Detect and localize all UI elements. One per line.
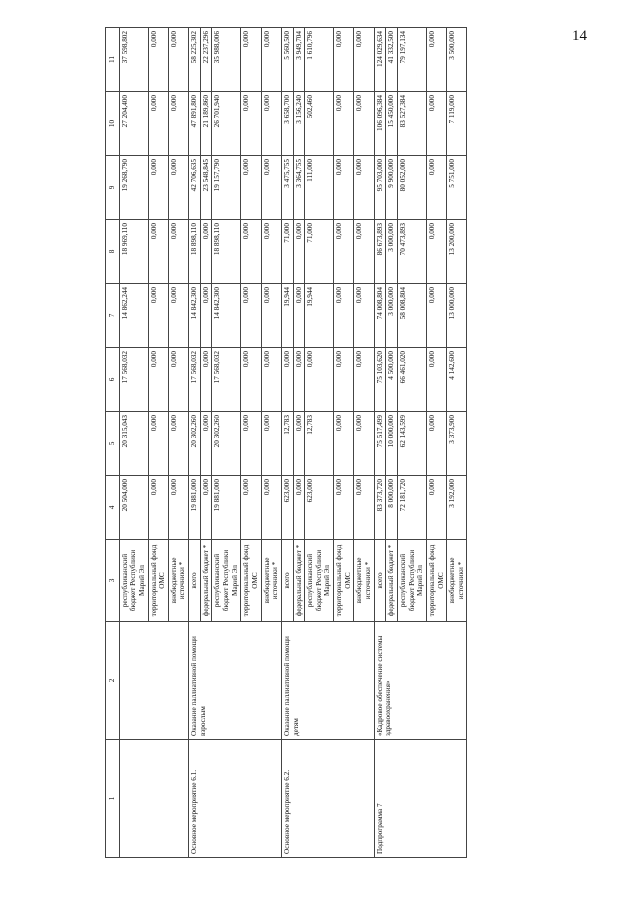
amount-cell: 0,000 — [426, 284, 446, 348]
amount-cell: 0,000 — [354, 156, 374, 220]
amount-cell: 18 898,110 — [189, 220, 201, 284]
amount-cell: 0,000 — [148, 156, 168, 220]
amount-cell: 4 500,000 — [386, 348, 398, 412]
amount-cell: 22 237,296 — [200, 28, 212, 92]
amount-cell: 14 842,300 — [189, 284, 201, 348]
amount-cell: 19 157,790 — [212, 156, 241, 220]
program-title: Оказание паллиативной помощи детям — [281, 622, 374, 740]
amount-cell: 10 000,000 — [386, 412, 398, 476]
amount-cell: 23 548,845 — [200, 156, 212, 220]
amount-cell: 1 610,796 — [305, 28, 334, 92]
amount-cell: 0,000 — [334, 92, 354, 156]
amount-cell: 20 315,043 — [119, 412, 148, 476]
table-row — [281, 28, 293, 858]
amount-cell: 18 969,110 — [119, 220, 148, 284]
amount-cell: 0,000 — [293, 348, 305, 412]
column-number-header: 1 — [106, 740, 120, 858]
amount-cell: 75 517,499 — [374, 412, 386, 476]
amount-cell: 0,000 — [426, 220, 446, 284]
amount-cell: 0,000 — [241, 412, 261, 476]
amount-cell: 0,000 — [354, 476, 374, 540]
amount-cell: 47 891,800 — [189, 92, 201, 156]
funding-source: республиканский бюджет Республики Марий Эл — [119, 540, 148, 622]
amount-cell: 19 881,000 — [212, 476, 241, 540]
amount-cell: 21 189,860 — [200, 92, 212, 156]
amount-cell: 20 302,260 — [189, 412, 201, 476]
amount-cell: 7 119,000 — [447, 92, 467, 156]
funding-source: внебюджетные источники * — [447, 540, 467, 622]
amount-cell: 0,000 — [354, 348, 374, 412]
amount-cell: 0,000 — [200, 220, 212, 284]
table-row — [119, 28, 148, 858]
amount-cell: 3 364,755 — [293, 156, 305, 220]
amount-cell: 0,000 — [354, 92, 374, 156]
funding-source: территориальный фонд ОМС — [334, 540, 354, 622]
amount-cell: 111,000 — [305, 156, 334, 220]
amount-cell: 0,000 — [334, 412, 354, 476]
amount-cell: 14 842,300 — [212, 284, 241, 348]
amount-cell: 66 461,020 — [397, 348, 426, 412]
amount-cell: 3 192,000 — [447, 476, 467, 540]
funding-source: всего — [374, 540, 386, 622]
rotated-table-container — [105, 28, 575, 858]
amount-cell: 0,000 — [334, 156, 354, 220]
funding-source: внебюджетные источники * — [168, 540, 188, 622]
funding-source: территориальный фонд ОМС — [426, 540, 446, 622]
amount-cell: 8 000,000 — [386, 476, 398, 540]
amount-cell: 26 701,940 — [212, 92, 241, 156]
amount-cell: 623,000 — [281, 476, 293, 540]
amount-cell: 0,000 — [261, 156, 281, 220]
amount-cell: 0,000 — [168, 156, 188, 220]
amount-cell: 0,000 — [281, 348, 293, 412]
funding-source: республиканский бюджет Республики Марий Эл — [212, 540, 241, 622]
amount-cell: 3 500,000 — [447, 28, 467, 92]
amount-cell: 0,000 — [305, 348, 334, 412]
amount-cell: 83 527,384 — [397, 92, 426, 156]
amount-cell: 3 000,000 — [386, 220, 398, 284]
amount-cell: 83 373,720 — [374, 476, 386, 540]
column-number-header: 8 — [106, 220, 120, 284]
amount-cell: 0,000 — [426, 476, 446, 540]
funding-source: федеральный бюджет * — [293, 540, 305, 622]
funding-source: федеральный бюджет * — [200, 540, 212, 622]
program-title — [119, 622, 188, 740]
amount-cell: 0,000 — [261, 348, 281, 412]
amount-cell: 35 988,006 — [212, 28, 241, 92]
amount-cell: 0,000 — [168, 28, 188, 92]
amount-cell: 41 332,500 — [386, 28, 398, 92]
amount-cell: 20 302,260 — [212, 412, 241, 476]
amount-cell: 0,000 — [148, 348, 168, 412]
amount-cell: 9 900,000 — [386, 156, 398, 220]
amount-cell: 3 000,000 — [386, 284, 398, 348]
amount-cell: 17 568,032 — [119, 348, 148, 412]
amount-cell: 0,000 — [426, 28, 446, 92]
column-number-header: 10 — [106, 92, 120, 156]
amount-cell: 0,000 — [168, 92, 188, 156]
amount-cell: 75 103,620 — [374, 348, 386, 412]
table-body — [119, 28, 467, 858]
amount-cell: 0,000 — [241, 284, 261, 348]
amount-cell: 0,000 — [426, 348, 446, 412]
funding-source: всего — [281, 540, 293, 622]
funding-source: всего — [189, 540, 201, 622]
amount-cell: 14 862,244 — [119, 284, 148, 348]
funding-source: внебюджетные источники * — [261, 540, 281, 622]
amount-cell: 0,000 — [261, 28, 281, 92]
amount-cell: 71,000 — [281, 220, 293, 284]
amount-cell: 0,000 — [334, 220, 354, 284]
amount-cell: 623,000 — [305, 476, 334, 540]
amount-cell: 0,000 — [168, 220, 188, 284]
amount-cell: 3 949,704 — [293, 28, 305, 92]
amount-cell: 70 473,893 — [397, 220, 426, 284]
amount-cell: 12,783 — [305, 412, 334, 476]
amount-cell: 0,000 — [148, 92, 168, 156]
funding-source: территориальный фонд ОМС — [148, 540, 168, 622]
amount-cell: 62 143,599 — [397, 412, 426, 476]
amount-cell: 86 673,893 — [374, 220, 386, 284]
amount-cell: 0,000 — [426, 412, 446, 476]
amount-cell: 106 096,384 — [374, 92, 386, 156]
amount-cell: 0,000 — [293, 284, 305, 348]
program-label — [119, 740, 188, 858]
amount-cell: 17 568,032 — [212, 348, 241, 412]
amount-cell: 502,460 — [305, 92, 334, 156]
amount-cell: 0,000 — [200, 476, 212, 540]
amount-cell: 19,944 — [281, 284, 293, 348]
program-label: Подпрограмма 7 — [374, 740, 467, 858]
amount-cell: 42 706,635 — [189, 156, 201, 220]
table-row — [189, 28, 201, 858]
amount-cell: 124 029,634 — [374, 28, 386, 92]
amount-cell: 0,000 — [168, 348, 188, 412]
amount-cell: 0,000 — [241, 156, 261, 220]
amount-cell: 0,000 — [200, 284, 212, 348]
column-number-header: 5 — [106, 412, 120, 476]
amount-cell: 0,000 — [261, 476, 281, 540]
amount-cell: 0,000 — [261, 92, 281, 156]
amount-cell: 15 450,000 — [386, 92, 398, 156]
amount-cell: 17 568,032 — [189, 348, 201, 412]
amount-cell: 0,000 — [426, 92, 446, 156]
amount-cell: 0,000 — [334, 476, 354, 540]
amount-cell: 0,000 — [354, 220, 374, 284]
amount-cell: 18 898,110 — [212, 220, 241, 284]
amount-cell: 5 751,000 — [447, 156, 467, 220]
amount-cell: 0,000 — [261, 220, 281, 284]
amount-cell: 3 156,240 — [293, 92, 305, 156]
amount-cell: 0,000 — [293, 412, 305, 476]
funding-source: республиканский бюджет Республики Марий Эл — [305, 540, 334, 622]
column-number-header: 3 — [106, 540, 120, 622]
amount-cell: 13 200,000 — [447, 220, 467, 284]
column-number-header: 11 — [106, 28, 120, 92]
amount-cell: 0,000 — [168, 284, 188, 348]
amount-cell: 13 000,000 — [447, 284, 467, 348]
funding-source: федеральный бюджет * — [386, 540, 398, 622]
funding-source: республиканский бюджет Республики Марий Эл — [397, 540, 426, 622]
amount-cell: 0,000 — [293, 220, 305, 284]
amount-cell: 79 197,134 — [397, 28, 426, 92]
amount-cell: 71,000 — [305, 220, 334, 284]
amount-cell: 0,000 — [241, 348, 261, 412]
page-number: 14 — [572, 28, 587, 44]
amount-cell: 0,000 — [168, 412, 188, 476]
amount-cell: 0,000 — [354, 284, 374, 348]
amount-cell: 0,000 — [200, 412, 212, 476]
amount-cell: 0,000 — [148, 284, 168, 348]
table-row — [374, 28, 386, 858]
amount-cell: 0,000 — [241, 92, 261, 156]
program-title: «Кадровое обеспечение системы здравоохранения» — [374, 622, 467, 740]
amount-cell: 27 204,400 — [119, 92, 148, 156]
amount-cell: 95 703,000 — [374, 156, 386, 220]
amount-cell: 37 598,802 — [119, 28, 148, 92]
column-number-header: 7 — [106, 284, 120, 348]
amount-cell: 0,000 — [241, 28, 261, 92]
amount-cell: 12,783 — [281, 412, 293, 476]
amount-cell: 0,000 — [168, 476, 188, 540]
program-title: Оказание паллиативной помощи взрослым — [189, 622, 282, 740]
amount-cell: 72 181,720 — [397, 476, 426, 540]
amount-cell: 0,000 — [148, 476, 168, 540]
column-number-row — [106, 28, 120, 858]
amount-cell: 0,000 — [426, 156, 446, 220]
funding-source: внебюджетные источники * — [354, 540, 374, 622]
amount-cell: 19 881,000 — [189, 476, 201, 540]
amount-cell: 0,000 — [241, 476, 261, 540]
program-label: Основное мероприятие 6.1. — [189, 740, 282, 858]
amount-cell: 0,000 — [354, 28, 374, 92]
amount-cell: 0,000 — [148, 412, 168, 476]
amount-cell: 58 008,804 — [397, 284, 426, 348]
amount-cell: 3 658,700 — [281, 92, 293, 156]
amount-cell: 0,000 — [334, 28, 354, 92]
amount-cell: 0,000 — [241, 220, 261, 284]
amount-cell: 0,000 — [200, 348, 212, 412]
column-number-header: 9 — [106, 156, 120, 220]
amount-cell: 80 052,000 — [397, 156, 426, 220]
amount-cell: 20 504,000 — [119, 476, 148, 540]
amount-cell: 0,000 — [148, 28, 168, 92]
budget-table — [105, 27, 467, 858]
amount-cell: 3 475,755 — [281, 156, 293, 220]
column-number-header: 6 — [106, 348, 120, 412]
amount-cell: 3 373,900 — [447, 412, 467, 476]
amount-cell: 0,000 — [261, 412, 281, 476]
amount-cell: 0,000 — [261, 284, 281, 348]
program-label: Основное мероприятие 6.2. — [281, 740, 374, 858]
amount-cell: 19,944 — [305, 284, 334, 348]
amount-cell: 0,000 — [334, 284, 354, 348]
amount-cell: 0,000 — [354, 412, 374, 476]
amount-cell: 4 142,600 — [447, 348, 467, 412]
amount-cell: 74 008,804 — [374, 284, 386, 348]
column-number-header: 4 — [106, 476, 120, 540]
amount-cell: 0,000 — [334, 348, 354, 412]
amount-cell: 0,000 — [148, 220, 168, 284]
amount-cell: 58 225,302 — [189, 28, 201, 92]
funding-source: территориальный фонд ОМС — [241, 540, 261, 622]
column-number-header: 2 — [106, 622, 120, 740]
amount-cell: 5 560,500 — [281, 28, 293, 92]
amount-cell: 19 268,790 — [119, 156, 148, 220]
amount-cell: 0,000 — [293, 476, 305, 540]
